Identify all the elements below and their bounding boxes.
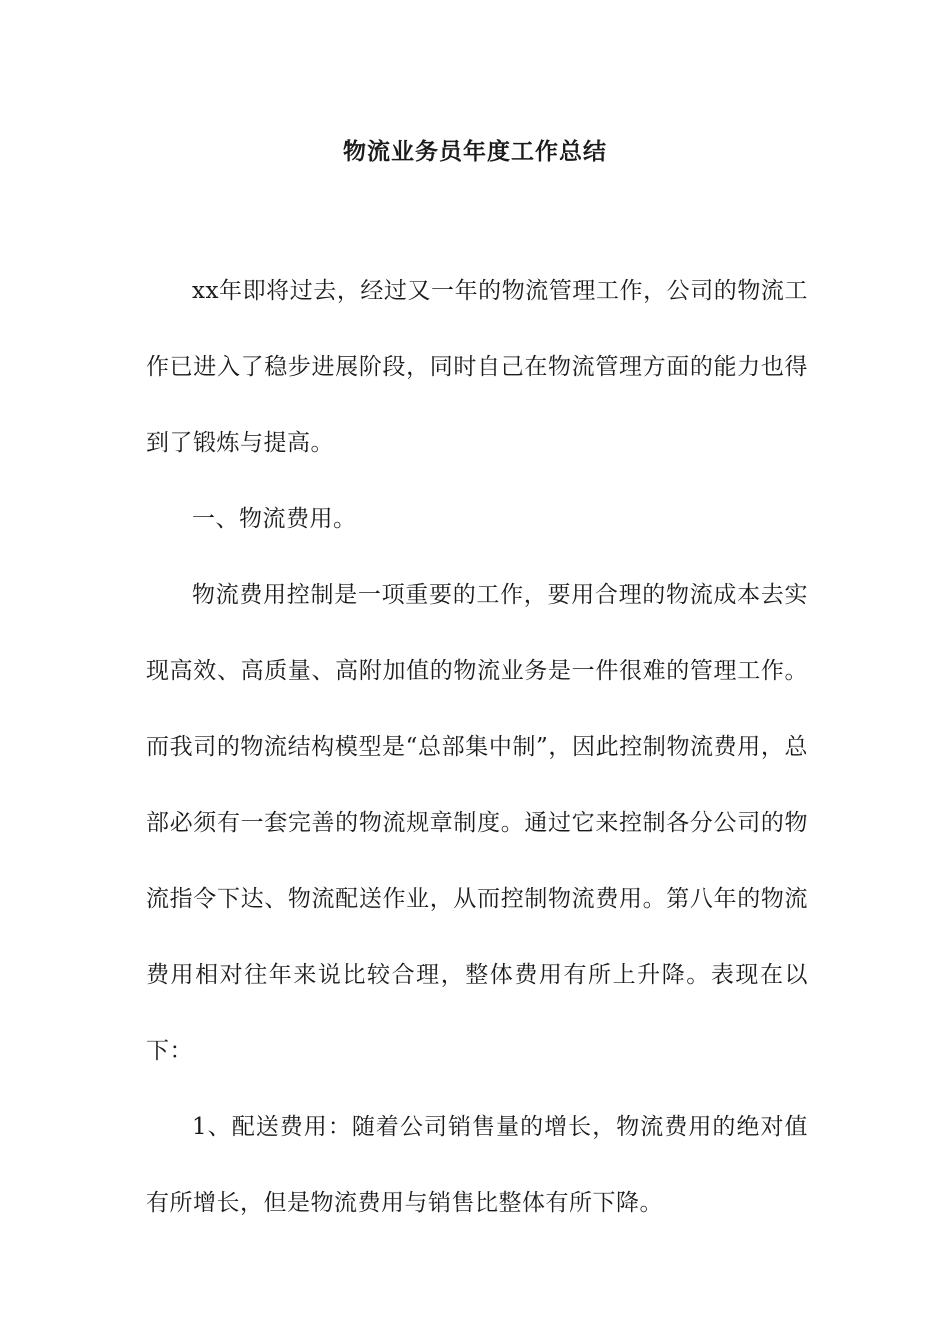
paragraph-cost-control: 物流费用控制是一项重要的工作，要用合理的物流成本去实现高效、高质量、高附加值的物流业务是一件很难的管理工作。而我司的物流结构模型是“总部集中制”，因此控制物流费用，总部必须有一套完善的物流规章制度。通过它来控制各分公司的物流指令下达、物流配送作业，从而控制物流费用。第八年的物流费用相对往年来说比较合理，整体费用有所上升降。表现在以下： [146, 582, 808, 1064]
document-body [146, 253, 808, 1241]
section-heading-logistics-cost: 一、物流费用。 [192, 506, 357, 532]
paragraph-intro: xx年即将过去，经过又一年的物流管理工作，公司的物流工作已进入了稳步进展阶段，同时自己在物流管理方面的能力也得到了锻炼与提高。 [146, 278, 808, 456]
document-title: 物流业务员年度工作总结 [343, 138, 607, 165]
paragraph-delivery-cost: 1、配送费用：随着公司销售量的增长，物流费用的绝对值有所增长，但是物流费用与销售比整体有所下降。 [146, 1114, 808, 1216]
